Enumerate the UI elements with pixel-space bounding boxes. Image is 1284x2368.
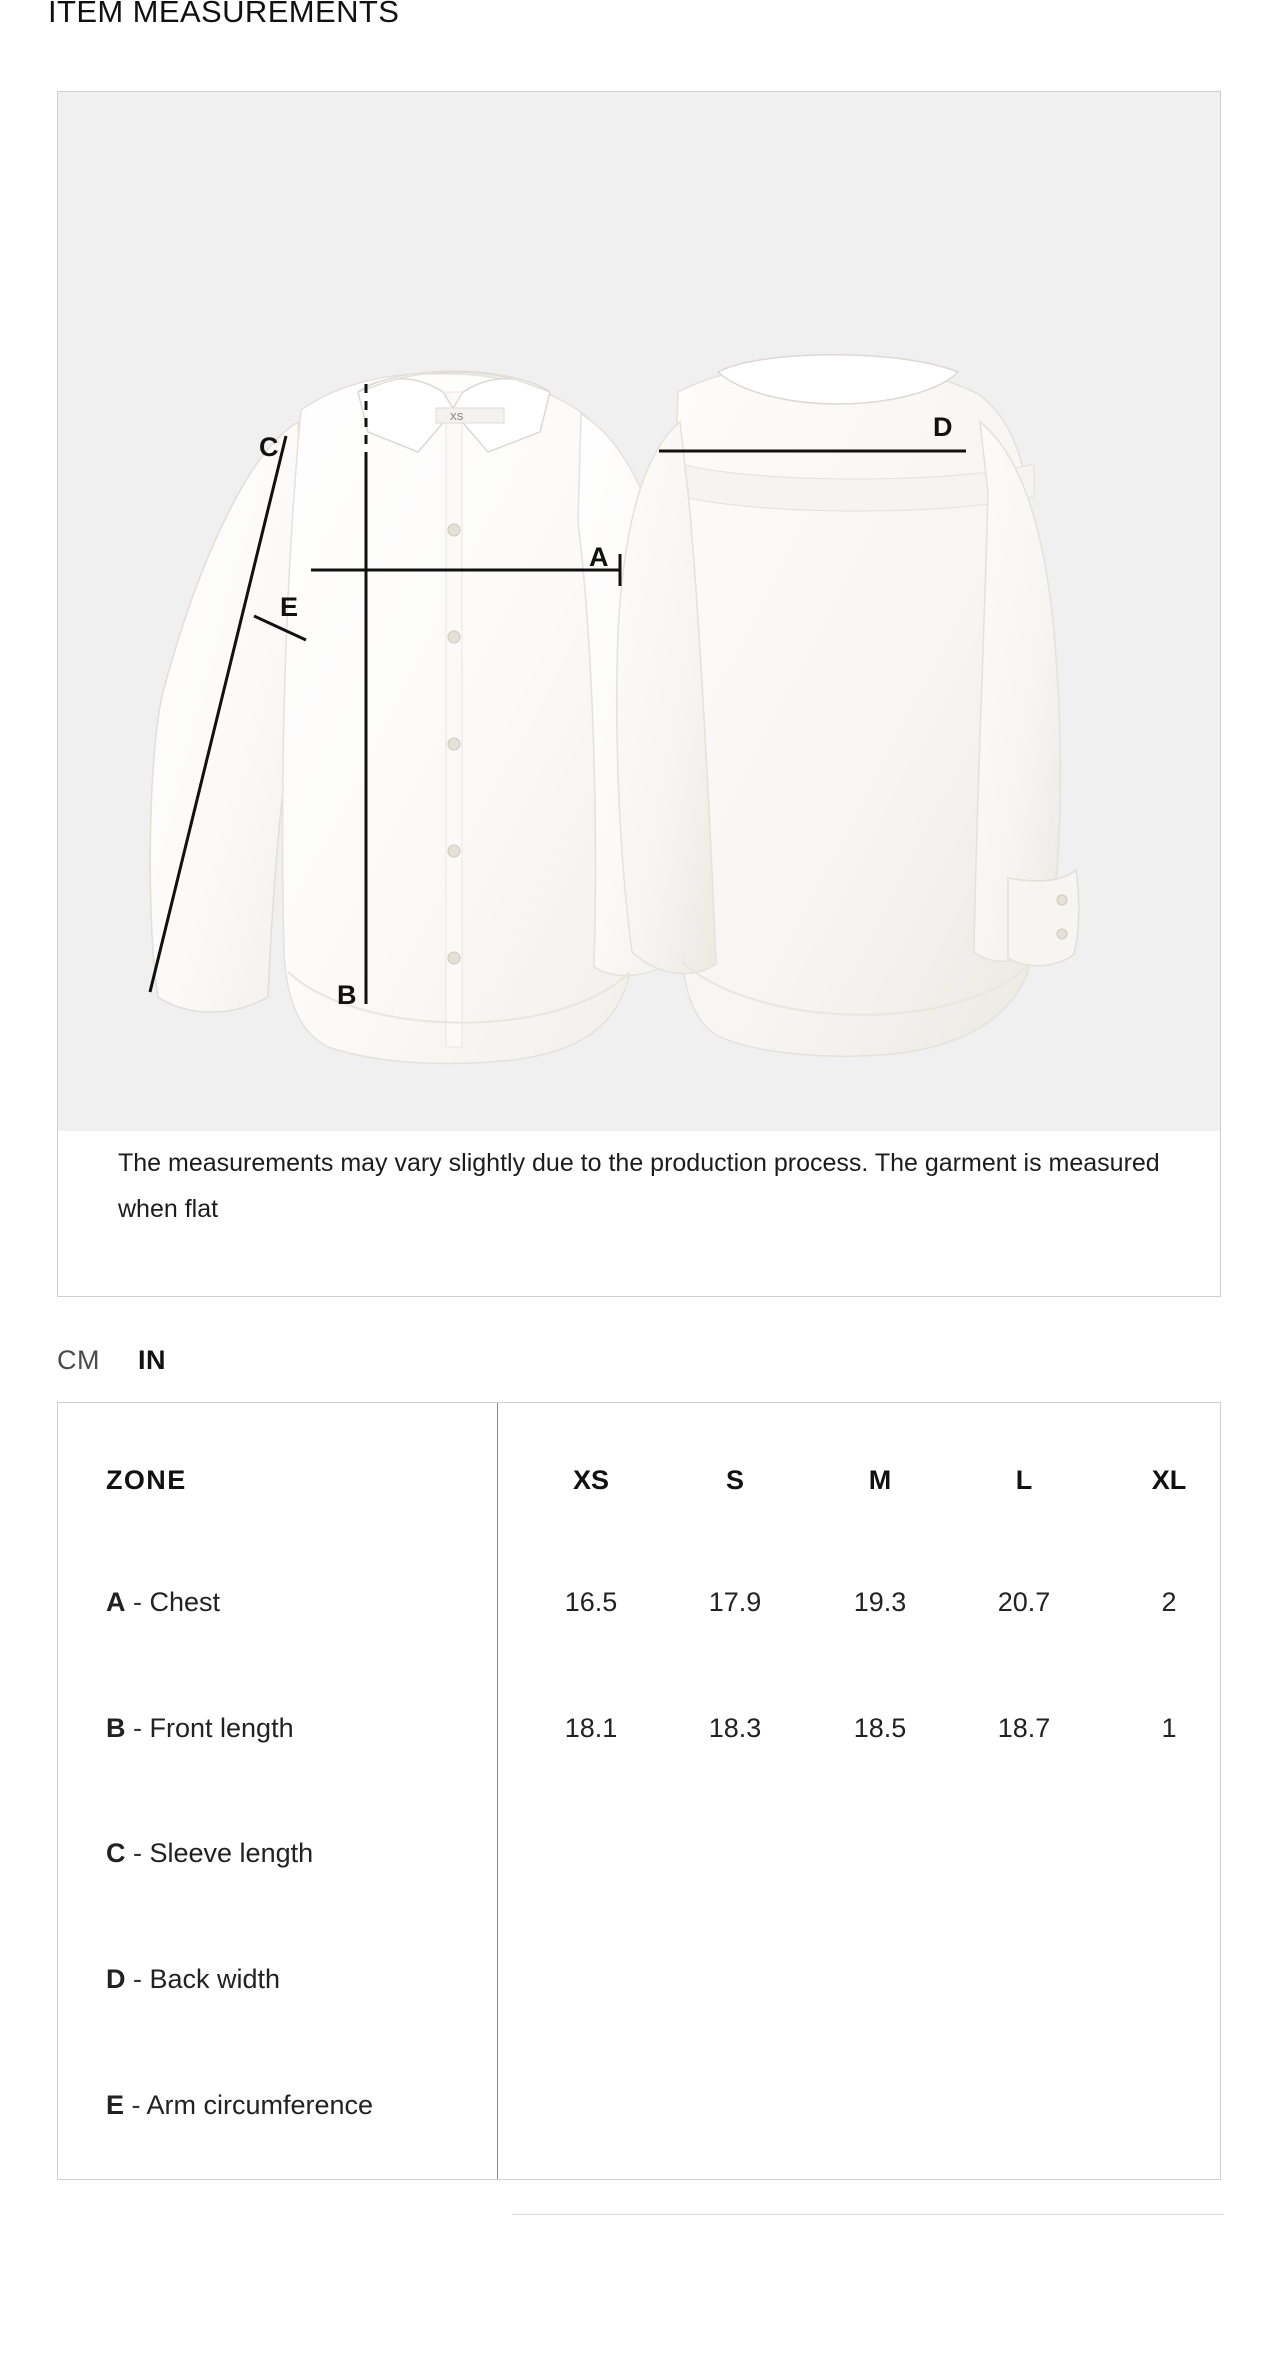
zone-code-d: D [106,1964,126,1994]
zone-name-c: Sleeve length [149,1838,314,1868]
zone-column [58,1403,498,2179]
zone-name-d: Back width [149,1964,281,1994]
svg-text:XS: XS [450,412,464,423]
size-header-l: L [1015,1465,1033,1495]
cell-a-m: 19.3 [853,1587,907,1617]
size-header-xl: XL [1151,1465,1187,1495]
label-e: E [280,592,299,622]
zone-header: ZONE [106,1465,187,1495]
cell-a-xl: 2 [1161,1587,1177,1617]
cell-b-l: 18.7 [997,1713,1051,1743]
unit-in-button[interactable]: IN [138,1345,166,1375]
cell-b-s: 18.3 [708,1713,762,1743]
table-row [106,2090,373,2121]
zone-dash-d: - [125,1964,150,1994]
measurement-figure-card [57,91,1221,1297]
table-row [106,1964,280,1995]
zone-code-c: C [106,1838,126,1868]
size-header-xs: XS [572,1465,610,1495]
zone-code-e: E [106,2090,125,2120]
cell-b-xs: 18.1 [564,1713,618,1743]
garment-illustration [58,92,1220,1131]
measurement-disclaimer: The measurements may vary slightly due to the production process. The garment is measured when flat [118,1149,1160,1223]
unit-cm-button[interactable]: CM [57,1345,100,1375]
zone-name-b: Front length [149,1713,294,1743]
zone-dash-a: - [125,1587,150,1617]
cell-a-s: 17.9 [708,1587,762,1617]
cell-a-xs: 16.5 [564,1587,618,1617]
cell-a-l: 20.7 [997,1587,1051,1617]
size-header-s: S [725,1465,744,1495]
page-title: ITEM MEASUREMENTS [48,0,400,29]
zone-code-a: A [106,1587,126,1617]
label-c: C [259,432,279,462]
zone-code-b: B [106,1713,126,1743]
zone-dash-b: - [125,1713,150,1743]
zone-dash-c: - [125,1838,150,1868]
zone-name-e: Arm circumference [146,2090,374,2120]
table-row [106,1587,220,1618]
measurements-table [57,1402,1221,2180]
size-header-m: M [868,1465,892,1495]
label-d: D [933,412,953,442]
bottom-divider [512,2214,1224,2215]
cell-b-m: 18.5 [853,1713,907,1743]
shirt-diagram-svg [58,92,1220,1131]
label-a: A [589,542,609,572]
zone-name-a: Chest [149,1587,221,1617]
label-b: B [337,980,357,1010]
table-row [106,1838,313,1869]
zone-dash-e: - [124,2090,147,2120]
table-row [106,1713,294,1744]
unit-toggle[interactable] [57,1345,166,1376]
cell-b-xl: 1 [1161,1713,1177,1743]
